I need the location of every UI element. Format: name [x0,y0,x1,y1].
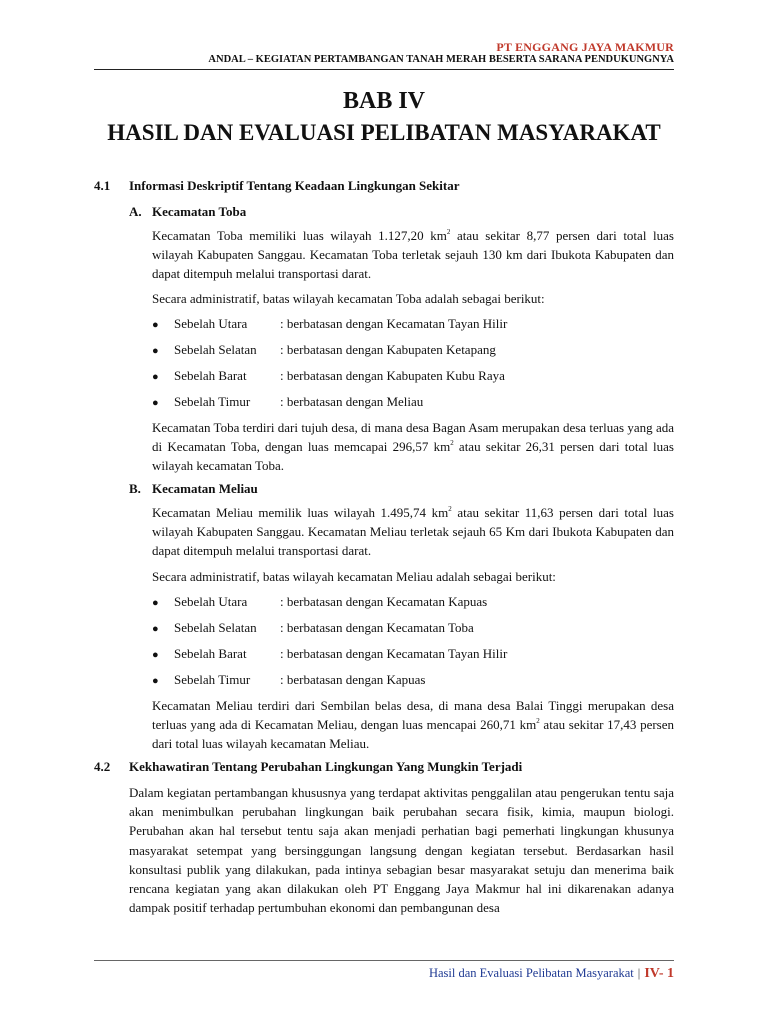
header-company: PT ENGGANG JAYA MAKMUR [496,40,674,54]
section-number: 4.2 [94,759,111,774]
bullet-icon: ● [152,345,159,357]
meliau-paragraph-2: Secara administratif, batas wilayah kecamatan Meliau adalah sebagai berikut: [152,569,556,584]
bullet-icon: ● [152,597,159,609]
page-footer [429,966,674,982]
toba-paragraph-2: Secara administratif, batas wilayah kecamatan Toba adalah sebagai berikut: [152,291,545,306]
footer-separator: | [637,966,641,980]
meliau-boundary-item: ● Sebelah Selatan : berbatasan dengan Kecamatan Toba [152,620,474,635]
subsection-a-heading [129,204,246,220]
meliau-paragraph-1: Kecamatan Meliau memilik luas wilayah 1.495,74 $km^2$ atau sekitar 11,63 persen dari total luas wilayah Kabupaten Sanggau. Kecamatan Meliau terletak sejauh 65 Km dari Ibukota Kabupaten dan dapat ditempuh melalui transportasi darat. [152,505,674,559]
section-4-2-heading [94,759,522,775]
meliau-boundary-item: ● Sebelah Timur : berbatasan dengan Kapuas [152,672,426,687]
toba-boundary-item: ● Sebelah Utara : berbatasan dengan Kecamatan Tayan Hilir [152,316,508,331]
chapter-number: BAB IV [342,88,426,114]
footer-title: Hasil dan Evaluasi Pelibatan Masyarakat [428,966,634,980]
meliau-boundary-item: ● Sebelah Utara : berbatasan dengan Kecamatan Kapuas [152,594,488,609]
bullet-icon: ● [152,623,159,635]
bullet-icon: ● [152,371,159,383]
header-divider [94,69,674,70]
section-number: 4.1 [94,178,111,193]
toba-paragraph-3: Kecamatan Toba terdiri dari tujuh desa, di mana desa Bagan Asam merupakan desa terluas yang ada di Kecamatan Toba, dengan luas memcapai 296,57 $km^2$ atau sekitar 26,31 persen dari total luas wilayah kecamatan Toba. [152,420,674,474]
section-4-2-paragraph: Dalam kegiatan pertambangan khususnya yang terdapat aktivitas penggalilan atau pengerukan tentu saja akan menimbulkan perubahan lingkungan baik perubahan secara fisik, kimia, maupun biologi. Perubahan akan hal tersebut tentu saja akan menjadi perhatian bagi pemerhati lingkungan khusunya masyarakat setempat yang bersinggungan langsung dengan kegiatan tersebut. Berdasarkan hasil konsultasi publik yang dilakukan, pada intinya sebagian besar masyarakat setuju dan menerima baik rencana kegiatan yang akan dilakukan oleh PT Enggang Jaya Makmur hal ini dikarenakan adanya dampak positif terhadap pertumbuhan ekonomi dan pembangunan desa [129,785,674,916]
bullet-icon: ● [152,649,159,661]
subsection-title: Kecamatan Toba [152,204,247,219]
section-4-1-heading [94,178,459,194]
meliau-boundary-item: ● Sebelah Barat : berbatasan dengan Kecamatan Tayan Hilir [152,646,508,661]
section-title: Kekhawatiran Tentang Perubahan Lingkungan Yang Mungkin Terjadi [129,759,523,774]
bullet-icon: ● [152,319,159,331]
section-title: Informasi Deskriptif Tentang Keadaan Lingkungan Sekitar [129,178,460,193]
bullet-icon: ● [152,397,159,409]
header-subtitle: ANDAL – KEGIATAN PERTAMBANGAN TANAH MERAH BESERTA SARANA PENDUKUNGNYA [208,54,674,65]
bullet-icon: ● [152,675,159,687]
toba-boundary-item: ● Sebelah Selatan : berbatasan dengan Kabupaten Ketapang [152,342,496,357]
toba-paragraph-1: Kecamatan Toba memiliki luas wilayah 1.127,20 $km^2$ atau sekitar 8,77 persen dari total luas wilayah Kabupaten Sanggau. Kecamatan Toba terletak sejauh 130 km dari Ibukota Kabupaten dan dapat ditempuh melalui transportasi darat. [152,228,674,282]
toba-boundary-item: ● Sebelah Barat : berbatasan dengan Kabupaten Kubu Raya [152,368,505,383]
subsection-letter: B. [129,481,141,496]
subsection-letter: A. [129,204,142,219]
subsection-b-heading [129,481,258,497]
toba-boundary-item: ● Sebelah Timur : berbatasan dengan Meliau [152,394,424,409]
footer-divider [94,960,674,961]
meliau-paragraph-3: Kecamatan Meliau terdiri dari Sembilan belas desa, di mana desa Balai Tinggi merupakan desa terluas yang ada di Kecamatan Meliau, dengan luas mencapai 260,71 $km^2$ atau sekitar 17,43 persen dari total luas wilayah kecamatan Meliau. [152,698,675,752]
subsection-title: Kecamatan Meliau [152,481,258,496]
chapter-title: HASIL DAN EVALUASI PELIBATAN MASYARAKAT [107,120,661,145]
page-number: IV- 1 [644,966,674,981]
